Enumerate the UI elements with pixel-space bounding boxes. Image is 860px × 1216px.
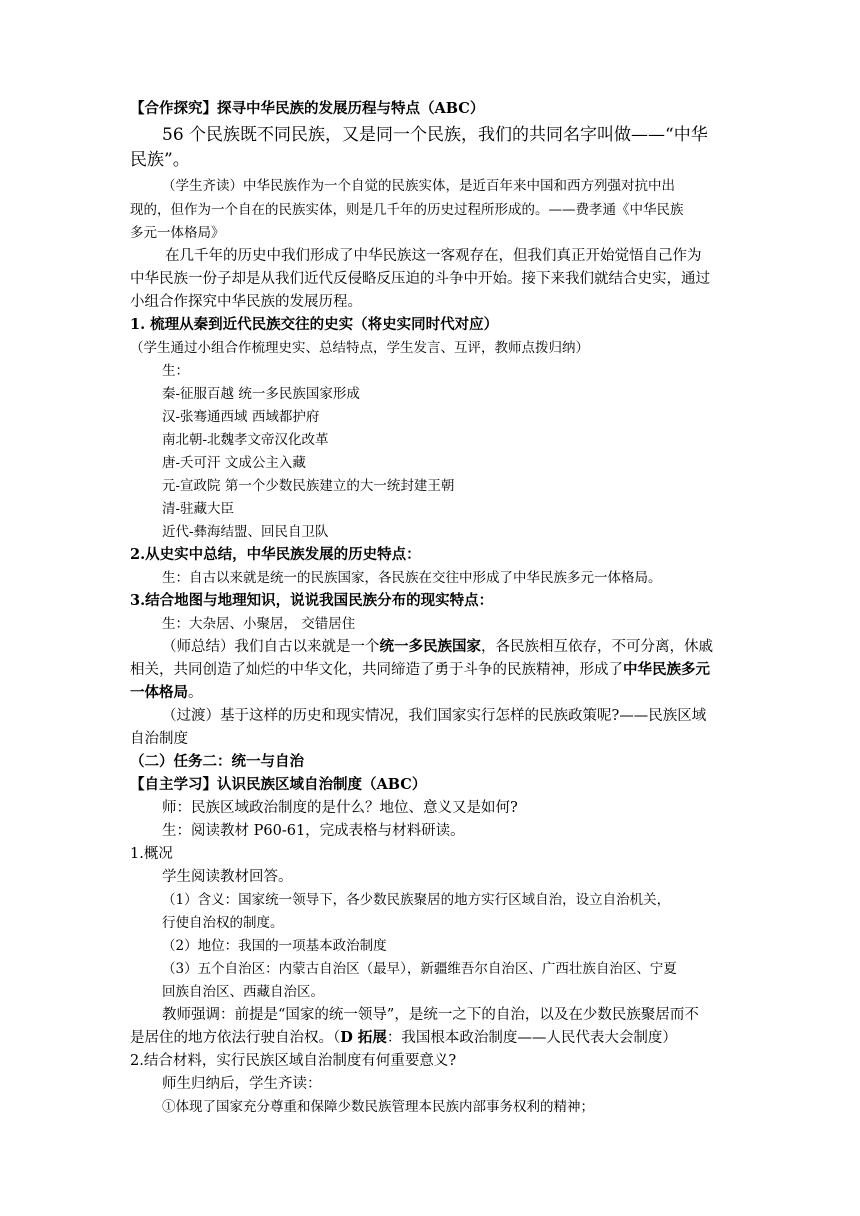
emphasis-text: 是居住的地方依法行驶自治权。（ (130, 1030, 341, 1046)
transition-line: （过渡）基于这样的历史和现实情况，我们国家实行怎样的民族政策呢?——民族区域 (162, 708, 707, 724)
history-item: 汉-张骞通西域 西域都护府 (162, 409, 320, 425)
quote-line: （学生齐读）中华民族作为一个自觉的民族实体，是近百年来中国和西方列强对抗中出 (162, 178, 675, 194)
paragraph-line: 中华民族一份子却是从我们近代反侵略反压迫的斗争中开始。接下来我们就结合史实，通过 (130, 271, 710, 287)
definition-line: 行使自治权的制度。 (162, 915, 284, 931)
section-title-cooperative-inquiry: 【合作探究】探寻中华民族的发展历程与特点（ABC） (130, 100, 485, 117)
history-item: 秦-征服百越 统一多民族国家形成 (162, 386, 360, 402)
summary-read: 师生归纳后，学生齐读： (162, 1076, 322, 1092)
transition-line: 自治制度 (130, 731, 188, 747)
heading-overview: 1.概况 (130, 846, 173, 862)
definition-line: （1）含义：国家统一领导下，各少数民族聚居的地方实行区域自治，设立自治机关， (162, 892, 671, 908)
teacher-summary-line (130, 660, 710, 680)
summary-text: 相关，共同创造了灿烂的中华文化，共同缔造了勇于斗争的民族精神，形成了 (130, 662, 623, 678)
summary-text: ，各民族相互依存，不可分离，休戚 (481, 639, 713, 655)
history-item: 清-驻藏大臣 (162, 501, 235, 517)
teacher-emphasis-line (130, 1028, 677, 1048)
regions-line: 回族自治区、西藏自治区。 (162, 984, 324, 1000)
teacher-summary-line (162, 637, 713, 657)
teacher-question: 师：民族区域政治制度的是什么？地位、意义又是如何? (162, 800, 518, 816)
answer-2: 生：自古以来就是统一的民族国家，各民族在交往中形成了中华民族多元一体格局。 (162, 570, 662, 586)
regions-line: （3）五个自治区：内蒙古自治区（最早），新疆维吾尔自治区、广西壮族自治区、宁夏 (162, 961, 677, 977)
summary-text: 。 (188, 685, 203, 701)
question-3: 3.结合地图与地理知识，说说我国民族分布的现实特点： (130, 592, 494, 609)
student-reading: 生：阅读教材 P60-61，完成表格与材料研读。 (162, 823, 465, 839)
summary-emphasis: 一体格局 (130, 684, 188, 701)
history-item: 元-宣政院 第一个少数民族建立的大一统封建王朝 (162, 478, 455, 494)
history-item: 唐-夭可汗 文成公主入藏 (162, 455, 306, 471)
quote-line: 多元一体格局》 (130, 225, 225, 241)
status-line: （2）地位：我国的一项基本政治制度 (162, 938, 387, 954)
heading-significance: 2.结合材料，实行民族区域自治制度有何重要意义? (130, 1053, 457, 1069)
intro-paragraph-line: 56 个民族既不同民族，又是同一个民族，我们的共同名字叫做——“中华 (162, 125, 708, 145)
summary-text: （师总结）我们自古以来就是一个 (162, 639, 380, 655)
question-1: 1. 梳理从秦到近代民族交往的史实（将史实同时代对应） (130, 316, 499, 333)
teacher-summary-line (130, 683, 203, 703)
task-2-heading: （二）任务二：统一与自治 (130, 753, 304, 770)
history-item: 近代-彝海结盟、回民自卫队 (162, 524, 329, 540)
extension-label: D 拓展 (340, 1029, 387, 1046)
paragraph-line: 在几千年的历史中我们形成了中华民族这一客观存在，但我们真正开始觉悟自己作为 (165, 248, 702, 264)
read-answer: 学生阅读教材回答。 (162, 869, 293, 885)
significance-item: ①体现了国家充分尊重和保障少数民族管理本民族内部事务权利的精神； (162, 1099, 594, 1115)
intro-paragraph-line: 民族”。 (130, 150, 190, 170)
activity-note: （学生通过小组合作梳理史实、总结特点，学生发言、互评，教师点拨归纳） (130, 340, 589, 356)
answer-3: 生：大杂居、小聚居， 交错居住 (162, 616, 356, 632)
section-title-self-study: 【自主学习】认识民族区域自治制度（ABC） (130, 776, 427, 793)
student-label: 生： (162, 363, 189, 379)
summary-emphasis: 中华民族多元 (623, 661, 710, 678)
summary-emphasis: 统一多民族国家 (379, 638, 481, 655)
emphasis-text: ：我国根本政治制度——人民代表大会制度） (386, 1030, 677, 1046)
history-item: 南北朝-北魏孝文帝汉化改革 (162, 432, 329, 448)
paragraph-line: 小组合作探究中华民族的发展历程。 (130, 294, 362, 310)
question-2: 2.从史实中总结，中华民族发展的历史特点： (130, 546, 421, 563)
teacher-emphasis-line: 教师强调：前提是“国家的统一领导”，是统一之下的自治，以及在少数民族聚居而不 (162, 1007, 699, 1023)
quote-line: 现的，但作为一个自在的民族实体，则是几千年的历史过程所形成的。——费孝通《中华民族 (130, 202, 684, 218)
